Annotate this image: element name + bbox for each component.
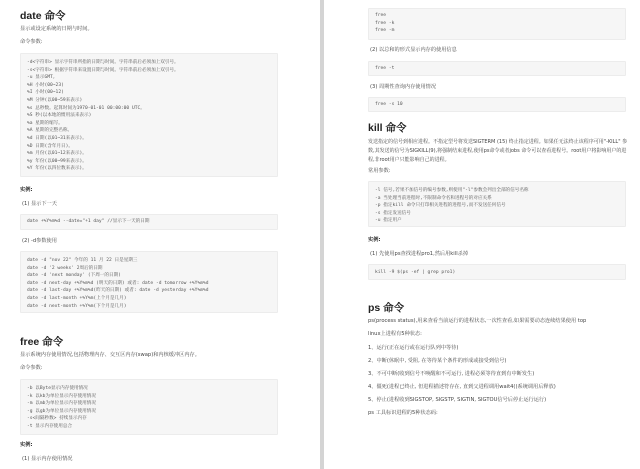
kill-params-code-block [368, 181, 626, 227]
ps-footer: ps 工具标识进程的5种状态码: [368, 410, 438, 416]
ps-state-item: 4、僵死(进程已终止, 但进程描述符存在, 直到父进程调用wait4()系统调用后释放) [368, 384, 556, 390]
ps-heading: ps 命令 [368, 302, 405, 314]
code-line: date -d last-month +%Y%m(上个月是几月) [27, 295, 127, 301]
code-line: -l 信号,若果不加信号的编号参数,则使用"-l"参数会列出全部的信号名称 [375, 188, 529, 193]
code-line: -u 指定用户 [375, 218, 402, 224]
free-example2-title: (2) 以总和的形式显示内存的使用信息 [370, 47, 457, 53]
free-description: 显示系统内存使用情况,包括物理内存、交互区内存(swap)和内核缓冲区内存。 [20, 352, 200, 358]
code-line: -s<字符串> 根据字符串来设置日期与时间。字符串前后必须加上双引号。 [27, 67, 179, 73]
code-line: -s<间隔秒数> 持续显示内存 [27, 416, 87, 422]
code-line: date +%Y%m%d --date="+1 day" //显示下一天的日期 [27, 219, 150, 224]
code-line: date -d '2 weeks' 2周后的日期 [27, 265, 103, 271]
date-examples-label: 实例: [20, 187, 33, 193]
date-params-label: 命令参数: [20, 39, 43, 45]
code-line: -d<字符串> 显示字符串所指的日期与时间。字符串前后必须加上双引号。 [27, 60, 179, 65]
date-description: 显示或设定系统的日期与时间。 [20, 26, 93, 32]
date-example1-code-block [20, 214, 278, 230]
code-line: -u 显示GMT。 [27, 75, 58, 81]
code-line: %m 月份(以01~12来表示)。 [27, 151, 87, 157]
date-params-code-block [20, 53, 278, 177]
code-line: date -d last-day +%Y%m%d(昨天的日期) 或者: date -d yesterday +%Y%m%d [27, 288, 209, 294]
code-line: -k 以kb为单位显示内存使用情况 [27, 393, 96, 399]
free-heading: free 命令 [20, 336, 64, 348]
free-example3-title: (3) 周期性查询内存使用情况 [370, 84, 437, 90]
code-line: date -d next-day +%Y%m%d (明天的日期) 或者: date -d tomorrow +%Y%m%d [27, 280, 209, 286]
free-example2-code-block [368, 61, 626, 76]
code-line: free -t [375, 66, 395, 71]
code-line: %A 星期的完整名称。 [27, 128, 73, 134]
code-line: -t 显示内存使用总合 [27, 423, 73, 429]
ps-state-item: 5、停止(进程收到SIGSTOP, SIGSTP, SIGTIN, SIGTOU信号后停止运行运行) [368, 397, 547, 403]
code-line: %s 总秒数。起算时间为1970-01-01 00:00:00 UTC。 [27, 105, 145, 111]
code-line: free -k [375, 20, 395, 26]
date-heading: date 命令 [20, 10, 66, 22]
code-line: -g 以gb为单位显示内存使用情况 [27, 408, 96, 414]
free-example1-code-block [368, 8, 626, 40]
free-examples-label: 实例: [20, 442, 33, 448]
code-line: %Y 年份(以四位数来表示)。 [27, 166, 87, 172]
date-example2-code-block [20, 251, 278, 313]
ps-state-item: 3、不可中断(收到信号不唤醒和不可运行, 进程必须等待直到有中断发生) [368, 371, 535, 377]
date-example2-title: (2) -d参数使用 [22, 238, 57, 244]
code-line: kill -9 $(ps -ef | grep pro1) [375, 270, 456, 275]
free-example3-code-block [368, 97, 626, 112]
kill-params-label: 常用参数: [368, 168, 391, 174]
code-line: date -d next-month +%Y%m(下个月是几月) [27, 303, 127, 309]
code-line: %D 日期(含年月日)。 [27, 143, 73, 149]
right-page [324, 0, 640, 469]
free-params-code-block [20, 379, 278, 435]
code-line: %M 分钟(以00~59来表示) [27, 97, 83, 103]
code-line: date -d "nov 22" 今年的 11 月 22 日是星期三 [27, 258, 138, 263]
kill-description: 发送指定的信号到相应进程。不指定型号将发送SIGTERM (15) 终止指定进程。如果任无法终止该程序可用"-KILL" 参数,其发送的信号为SIGKILL(9),将强制结束进程,使用ps命令或者jobs 命令可以查看进程号。root用户将影响用户的进程,非root用户只能影响自己的进程。 [368, 139, 628, 163]
code-line: %d 日期(以01~31来表示)。 [27, 135, 87, 141]
code-line: %y 年份(以00~99来表示)。 [27, 158, 87, 164]
kill-heading: kill 命令 [368, 122, 407, 134]
code-line: %S 秒(以本地的惯用法来表示) [27, 113, 92, 119]
ps-states-intro: linux上进程有5种状态: [368, 331, 422, 337]
ps-state-item: 1、运行(正在运行或在运行队列中等待) [368, 345, 459, 351]
code-line: %I 小时(00~12) [27, 90, 64, 96]
code-line: -b 以Byte显示内存使用情况 [27, 386, 88, 391]
free-example1-title: (1) 显示内存使用情况 [22, 456, 73, 462]
kill-example1-code-block [368, 264, 626, 280]
ps-state-item: 2、中断(休眠中, 受阻, 在等待某个条件的形成或接受到信号) [368, 358, 507, 364]
code-line: date -d 'next monday' (下周一的日期) [27, 273, 121, 279]
code-line: free [375, 13, 387, 18]
code-line: -s 指定发送信号 [375, 210, 411, 216]
free-params-label: 命令参数: [20, 365, 43, 371]
ps-description: ps(process status),用来查看当前运行的进程状态,一次性查看,如果需要动态连续结果使用 top [368, 318, 587, 324]
date-example1-title: (1) 显示下一天 [22, 201, 57, 207]
code-line: -a 当处理当前进程时,不限制命令名和进程号的对应关系 [375, 195, 492, 201]
code-line: %a 星期的缩写。 [27, 120, 63, 126]
kill-examples-label: 实例: [368, 237, 381, 243]
code-line: free -m [375, 28, 395, 34]
code-line: -m 以mb为单位显示内存使用情况 [27, 401, 96, 407]
code-line: %H 小时(00~23) [27, 82, 64, 88]
code-line: -p 指定kill 命令只打印相关进程的进程号,而不发送任何信号 [375, 203, 506, 209]
code-line: free -s 10 [375, 102, 403, 107]
kill-example1-title: (1) 先使用ps查找进程pro1,然后用kill杀掉 [370, 251, 469, 257]
